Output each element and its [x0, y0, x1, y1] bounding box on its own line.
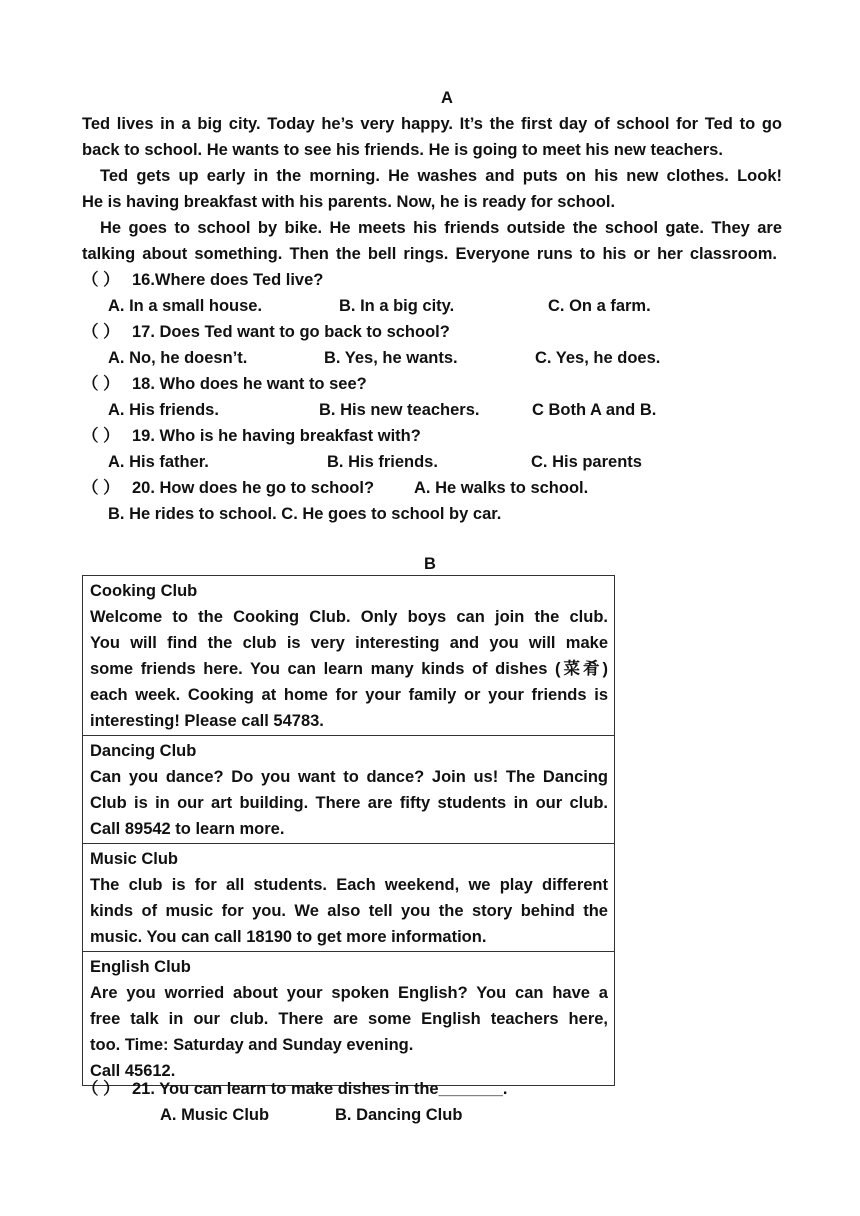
club-text-line: Club is in our art building. There are fifty students in our club. — [90, 794, 608, 812]
club-row-english — [83, 952, 615, 1086]
club-name: Dancing Club — [90, 742, 197, 760]
passage-a-line: He is having breakfast with his parents. Now, he is ready for school. — [82, 193, 616, 211]
answer-bracket[interactable]: （ ） — [82, 375, 120, 393]
passage-a-line: talking about something. Then the bell rings. Everyone runs to his or her classroom. — [82, 245, 777, 263]
passage-a-line: back to school. He wants to see his friends. He is going to meet his new teachers. — [82, 141, 723, 159]
club-text-line: interesting! Please call 54783. — [90, 712, 324, 730]
club-text-line: Call 45612. — [90, 1062, 176, 1080]
option-c: C. On a farm. — [548, 297, 651, 315]
club-text-line: The club is for all students. Each weekend, we play different — [90, 876, 608, 894]
club-name: Cooking Club — [90, 582, 198, 600]
question-16 — [82, 267, 323, 293]
question-20 — [82, 475, 374, 501]
club-text-line: music. You can call 18190 to get more information. — [90, 928, 487, 946]
club-text-line: free talk in our club. There are some English teachers here, — [90, 1010, 608, 1028]
question-18 — [82, 371, 367, 397]
club-text-line: Can you dance? Do you want to dance? Join us! The Dancing — [90, 768, 608, 786]
question-text: 21. You can learn to make dishes in the_______. — [132, 1080, 508, 1098]
club-cell — [83, 736, 615, 844]
option-a: A. His father. — [108, 453, 209, 471]
option-b: B. His new teachers. — [319, 401, 480, 419]
option-b: B. Yes, he wants. — [324, 349, 458, 367]
option-a: A. He walks to school. — [414, 479, 589, 497]
option-b: B. Dancing Club — [335, 1106, 463, 1124]
club-text-line: too. Time: Saturday and Sunday evening. — [90, 1036, 414, 1054]
club-row-dancing — [83, 736, 615, 844]
answer-bracket[interactable]: （ ） — [82, 1080, 120, 1098]
club-text-line: Call 89542 to learn more. — [90, 820, 285, 838]
section-a-title: A — [441, 89, 453, 107]
club-row-cooking — [83, 576, 615, 736]
club-text-line: some friends here. You can learn many kinds of dishes (菜肴) — [90, 660, 608, 678]
section-b-title: B — [424, 555, 436, 573]
club-text-line: You will find the club is very interesting and you will make — [90, 634, 608, 652]
club-name: Music Club — [90, 850, 179, 868]
options-line: B. He rides to school. C. He goes to school by car. — [108, 505, 502, 523]
answer-bracket[interactable]: （ ） — [82, 479, 120, 497]
question-17 — [82, 319, 450, 345]
answer-bracket[interactable]: （ ） — [82, 323, 120, 341]
answer-bracket[interactable]: （ ） — [82, 271, 120, 289]
option-a: A. In a small house. — [108, 297, 263, 315]
question-21 — [82, 1076, 507, 1102]
question-text: 20. How does he go to school? — [132, 479, 375, 497]
question-text: 16.Where does Ted live? — [132, 271, 324, 289]
club-text-line: Welcome to the Cooking Club. Only boys can join the club. — [90, 608, 608, 626]
club-text-line: kinds of music for you. We also tell you the story behind the — [90, 902, 608, 920]
club-text-line: each week. Cooking at home for your family or your friends is — [90, 686, 608, 704]
clubs-table — [82, 575, 615, 1086]
question-19 — [82, 423, 421, 449]
answer-bracket[interactable]: （ ） — [82, 427, 120, 445]
question-text: 19. Who is he having breakfast with? — [132, 427, 421, 445]
passage-a-line: Ted lives in a big city. Today he’s very happy. It’s the first day of school for Ted to go — [82, 115, 782, 133]
option-c: C. His parents — [531, 453, 642, 471]
option-c: C. Yes, he does. — [535, 349, 661, 367]
club-row-music — [83, 844, 615, 952]
club-text-line: Are you worried about your spoken English? You can have a — [90, 984, 608, 1002]
club-cell — [83, 952, 615, 1086]
option-b: B. His friends. — [327, 453, 438, 471]
option-b: B. In a big city. — [339, 297, 455, 315]
option-a: A. Music Club — [160, 1106, 270, 1124]
option-a: A. No, he doesn’t. — [108, 349, 248, 367]
option-c: C Both A and B. — [532, 401, 657, 419]
club-cell — [83, 576, 615, 736]
club-cell — [83, 844, 615, 952]
club-name: English Club — [90, 958, 191, 976]
passage-a-line: He goes to school by bike. He meets his friends outside the school gate. They are — [100, 219, 782, 237]
passage-a-line: Ted gets up early in the morning. He washes and puts on his new clothes. Look! — [100, 167, 782, 185]
question-text: 18. Who does he want to see? — [132, 375, 367, 393]
question-text: 17. Does Ted want to go back to school? — [132, 323, 450, 341]
option-a: A. His friends. — [108, 401, 219, 419]
